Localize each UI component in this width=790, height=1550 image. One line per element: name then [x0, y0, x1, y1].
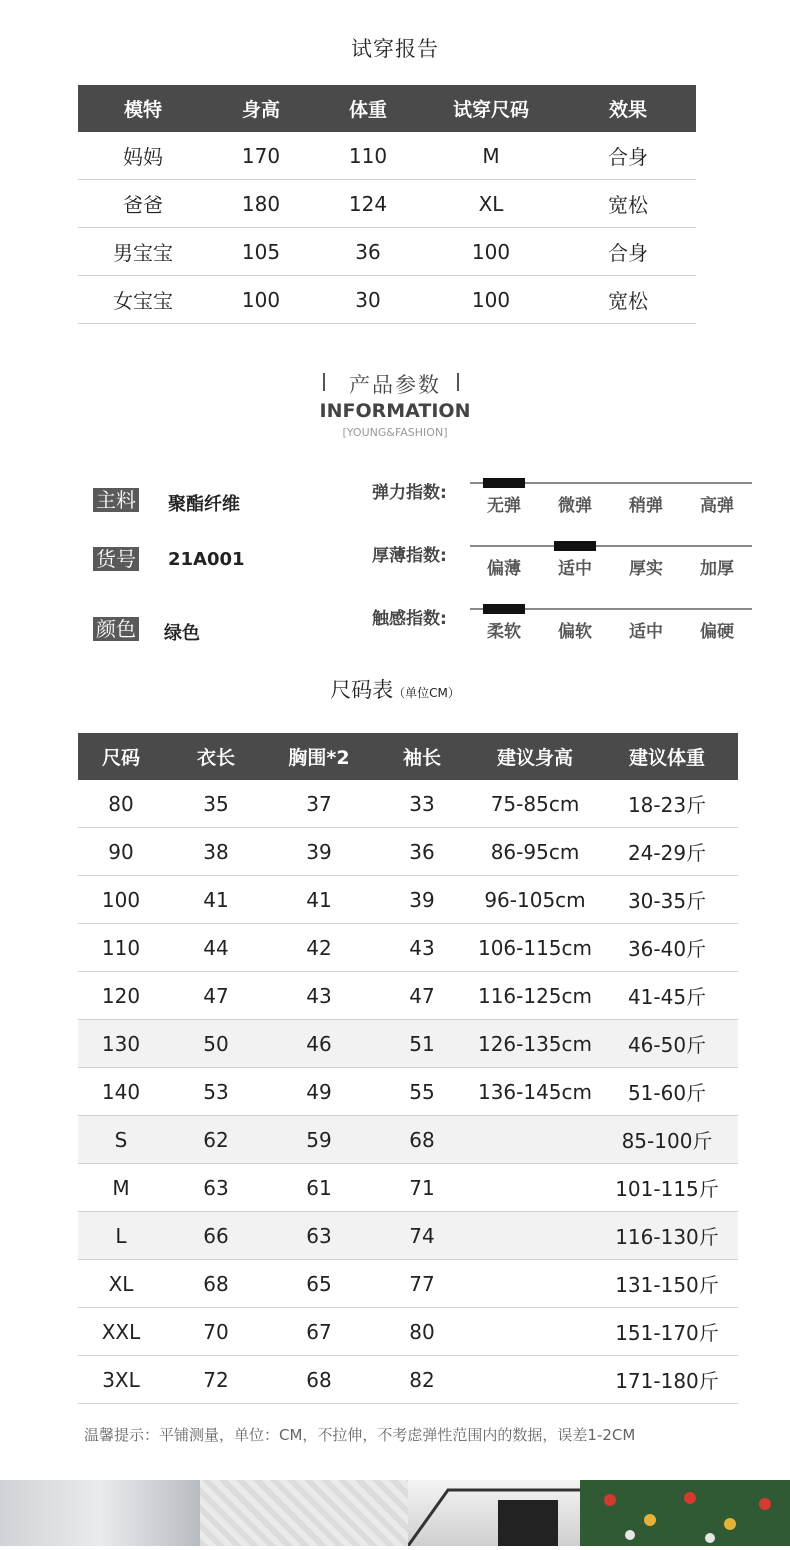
size-row: [78, 1020, 738, 1068]
size-header-cell: 尺码: [101, 747, 140, 769]
info-subtitle: [YOUNG&FASHION]: [342, 426, 448, 439]
size-row: [78, 1308, 738, 1356]
size-cell: 120: [101, 983, 141, 1008]
index-label: 厚薄指数:: [372, 546, 447, 566]
size-row: [78, 876, 738, 924]
tryon-cell: 100: [471, 287, 511, 312]
size-cell: 37: [306, 791, 332, 816]
tryon-header-cell: 体重: [348, 99, 387, 121]
size-chart-unit: （单位CM）: [393, 686, 460, 700]
index-label: 触感指数:: [372, 609, 447, 629]
size-cell: 33: [409, 791, 435, 816]
size-cell: 82: [409, 1367, 435, 1392]
size-cell: 35: [203, 791, 229, 816]
size-row: [78, 1356, 738, 1404]
size-cell: 136-145cm: [477, 1079, 593, 1104]
tryon-cell: 宽松: [608, 289, 648, 313]
size-cell: 116-130斤: [615, 1225, 719, 1249]
tryon-cell: 妈妈: [123, 145, 163, 169]
size-cell: 18-23斤: [627, 793, 707, 817]
tryon-row: [78, 180, 696, 228]
size-cell: 90: [108, 839, 134, 864]
index-label: 弹力指数:: [372, 483, 447, 503]
index-marker: [483, 604, 525, 614]
param-item-no: [93, 546, 139, 572]
tryon-header-cell: 效果: [608, 99, 647, 121]
param-label: 主料: [93, 488, 139, 512]
tryon-cell: 爸爸: [123, 193, 163, 217]
size-cell: 96-105cm: [484, 887, 586, 912]
size-cell: 100: [101, 887, 141, 912]
param-color: [93, 616, 139, 642]
size-cell: 68: [306, 1367, 332, 1392]
tryon-row: [78, 276, 696, 324]
size-cell: 39: [409, 887, 435, 912]
index-option: 偏软: [558, 622, 592, 642]
size-cell: 63: [203, 1175, 229, 1200]
tryon-cell: 宽松: [608, 193, 648, 217]
product-photo: [0, 1480, 200, 1546]
size-cell: 47: [203, 983, 229, 1008]
info-title-cn: 产品参数: [349, 373, 441, 397]
tryon-row: [78, 132, 696, 180]
tryon-header-row: [78, 85, 696, 132]
size-cell: 74: [409, 1223, 435, 1248]
param-label: 颜色: [93, 617, 139, 641]
tryon-header-cell: 身高: [241, 99, 280, 121]
size-row: [78, 1212, 738, 1260]
size-cell: 67: [306, 1319, 332, 1344]
tryon-cell: 105: [241, 239, 281, 264]
index-option: 适中: [629, 622, 663, 642]
param-value: 聚酯纤维: [168, 494, 240, 515]
size-chart-title-text: 尺码表: [330, 678, 394, 702]
tryon-cell: 124: [348, 191, 388, 216]
size-cell: 36-40斤: [627, 937, 707, 961]
size-cell: 59: [306, 1127, 332, 1152]
size-cell: 47: [409, 983, 435, 1008]
size-cell: 61: [306, 1175, 332, 1200]
size-cell: 106-115cm: [477, 935, 593, 960]
tryon-title: 试穿报告: [351, 37, 439, 61]
index-marker: [554, 541, 596, 551]
size-cell: 71: [409, 1175, 435, 1200]
size-row: [78, 1260, 738, 1308]
size-cell: 77: [409, 1271, 435, 1296]
size-cell: 41-45斤: [627, 985, 707, 1009]
size-header-cell: 袖长: [402, 747, 441, 769]
index-option: 偏薄: [487, 559, 521, 579]
size-row: [78, 1116, 738, 1164]
size-cell: 66: [203, 1223, 229, 1248]
tryon-cell: 合身: [608, 241, 648, 265]
size-cell: 49: [306, 1079, 332, 1104]
size-row: [78, 924, 738, 972]
tryon-cell: 30: [355, 287, 381, 312]
size-cell: S: [114, 1127, 128, 1152]
tryon-cell: 110: [348, 143, 388, 168]
param-label: 货号: [93, 547, 139, 571]
size-cell: 63: [306, 1223, 332, 1248]
size-cell: 53: [203, 1079, 229, 1104]
size-cell: 39: [306, 839, 332, 864]
size-cell: 3XL: [102, 1367, 140, 1392]
size-cell: 50: [203, 1031, 229, 1056]
size-header-cell: 胸围*2: [288, 747, 350, 769]
size-header-cell: 衣长: [196, 747, 235, 769]
tryon-cell: 180: [241, 191, 281, 216]
size-cell: 65: [306, 1271, 332, 1296]
size-cell: 126-135cm: [477, 1031, 593, 1056]
size-cell: 80: [108, 791, 134, 816]
product-photo: [200, 1480, 408, 1546]
tryon-cell: 合身: [608, 145, 648, 169]
size-cell: 41: [203, 887, 229, 912]
tryon-cell: 100: [471, 239, 511, 264]
param-material: [93, 487, 139, 513]
christmas-tree-icon: [580, 1480, 790, 1546]
size-cell: 68: [409, 1127, 435, 1152]
size-cell: 70: [203, 1319, 229, 1344]
size-cell: 72: [203, 1367, 229, 1392]
size-header-cell: 建议体重: [628, 747, 705, 769]
size-cell: 42: [306, 935, 332, 960]
index-option: 无弹: [487, 496, 521, 516]
tryon-cell: 男宝宝: [113, 241, 173, 265]
size-cell: XXL: [101, 1319, 141, 1344]
index-option: 加厚: [700, 559, 734, 579]
size-cell: 62: [203, 1127, 229, 1152]
tryon-cell: 36: [355, 239, 381, 264]
tryon-cell: M: [482, 143, 500, 168]
size-cell: 68: [203, 1271, 229, 1296]
index-option: 稍弹: [629, 496, 663, 516]
tryon-row: [78, 228, 696, 276]
size-cell: 151-170斤: [615, 1321, 719, 1345]
size-row: [78, 780, 738, 828]
size-row: [78, 1068, 738, 1116]
index-option: 微弹: [558, 496, 592, 516]
tryon-cell: 女宝宝: [113, 289, 173, 313]
index-option: 适中: [558, 559, 592, 579]
size-cell: 43: [306, 983, 332, 1008]
index-option: 厚实: [629, 559, 663, 579]
param-value: 21A001: [168, 549, 245, 570]
size-header-cell: 建议身高: [496, 747, 573, 769]
tryon-header-cell: 试穿尺码: [452, 99, 529, 121]
size-cell: 131-150斤: [615, 1273, 719, 1297]
tryon-table: [78, 85, 696, 324]
size-cell: 38: [203, 839, 229, 864]
size-row: [78, 1164, 738, 1212]
measure-tip: 温馨提示：平铺测量，单位：CM，不拉伸，不考虑弹性范围内的数据，误差1-2CM: [84, 1426, 636, 1444]
size-cell: 80: [409, 1319, 435, 1344]
size-chart-title: [0, 674, 790, 704]
index-option: 高弹: [700, 496, 734, 516]
size-cell: 55: [409, 1079, 435, 1104]
size-cell: 86-95cm: [490, 839, 580, 864]
size-cell: 140: [101, 1079, 141, 1104]
info-title-en: INFORMATION: [319, 400, 471, 422]
size-cell: 44: [203, 935, 229, 960]
size-cell: 51-60斤: [627, 1081, 707, 1105]
size-header-row: [78, 733, 738, 780]
tryon-cell: XL: [478, 191, 504, 216]
index-marker: [483, 478, 525, 488]
size-cell: 75-85cm: [490, 791, 580, 816]
size-cell: 85-100斤: [621, 1129, 713, 1153]
tryon-header-cell: 模特: [123, 99, 162, 121]
size-cell: M: [112, 1175, 130, 1200]
stair-icon: [408, 1480, 580, 1546]
size-cell: 116-125cm: [477, 983, 593, 1008]
size-cell: 24-29斤: [627, 841, 707, 865]
size-row: [78, 972, 738, 1020]
size-row: [78, 828, 738, 876]
size-cell: L: [115, 1223, 127, 1248]
size-cell: 130: [101, 1031, 141, 1056]
size-cell: 30-35斤: [627, 889, 707, 913]
tryon-cell: 170: [241, 143, 281, 168]
product-photo: [580, 1480, 790, 1546]
param-value: 绿色: [164, 623, 200, 644]
product-photo: [408, 1480, 580, 1546]
index-option: 柔软: [487, 622, 521, 642]
size-cell: 36: [409, 839, 435, 864]
size-cell: 171-180斤: [615, 1369, 719, 1393]
size-cell: XL: [108, 1271, 134, 1296]
size-cell: 110: [101, 935, 141, 960]
size-cell: 41: [306, 887, 332, 912]
size-table: [78, 733, 738, 1404]
size-cell: 46: [306, 1031, 332, 1056]
size-cell: 43: [409, 935, 435, 960]
size-cell: 51: [409, 1031, 435, 1056]
size-cell: 101-115斤: [615, 1177, 719, 1201]
size-cell: 46-50斤: [627, 1033, 707, 1057]
index-option: 偏硬: [700, 622, 734, 642]
tryon-cell: 100: [241, 287, 281, 312]
index-scale-line: [470, 545, 752, 547]
